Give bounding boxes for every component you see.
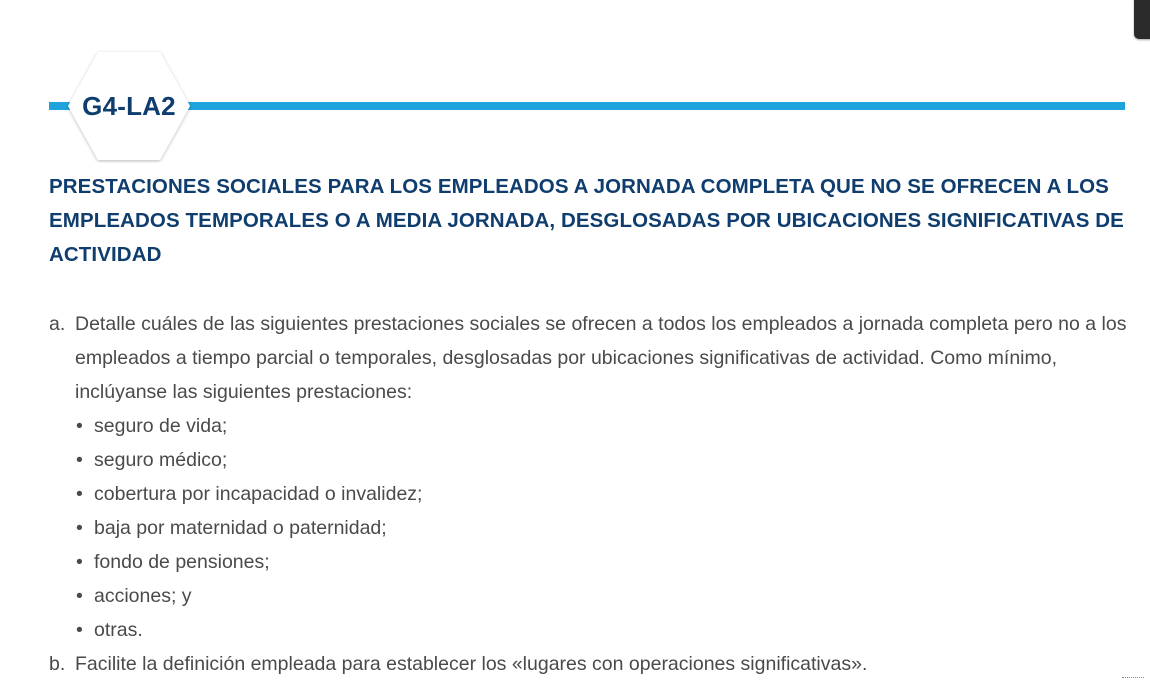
bullet-icon: • [76,483,83,505]
bullet-icon: • [76,449,83,471]
bullet-icon: • [76,517,83,539]
page-footer-mark [1122,677,1144,678]
indicator-badge [65,49,193,163]
bullet-text: seguro médico; [94,449,228,471]
item-text-a: Detalle cuáles de las siguientes prestaciones sociales se ofrecen a todos los empleados a jornada completa pero no a los empleados a tiempo parcial o temporales, desglosadas por ubicaciones significativas de actividad. Como mínimo, inclúyanse las siguientes prestaciones: [75,313,1127,403]
bullet-text: otras. [94,619,143,641]
bullet-item [75,545,1129,579]
list-item-a [49,307,1129,647]
bullet-item [75,443,1129,477]
bullet-icon: • [76,585,83,607]
bullet-item [75,511,1129,545]
bullet-text: seguro de vida; [94,415,228,437]
bullet-item [75,409,1129,443]
requirements-list [49,307,1129,681]
header-rule-right [180,102,1125,110]
indicator-code: G4-LA2 [82,91,176,121]
bullet-text: acciones; y [94,585,192,607]
benefits-bullet-list [75,409,1129,647]
section-heading: PRESTACIONES SOCIALES PARA LOS EMPLEADOS A JORNADA COMPLETA QUE NO SE OFRECEN A LOS EMPLEADOS TEMPORALES O A MEDIA JORNADA, DESGLOSADAS POR UBICACIONES SIGNIFICATIVAS DE ACTIVIDAD [49,175,1124,266]
item-marker-a: a. [49,313,66,335]
item-text-b: Facilite la definición empleada para establecer los «lugares con operaciones significativas». [75,653,868,675]
bullet-item [75,477,1129,511]
bullet-icon: • [76,551,83,573]
bullet-item [75,613,1129,647]
list-item-b [49,647,1129,681]
window-corner-tab[interactable] [1134,0,1150,39]
bullet-icon: • [76,619,83,641]
item-marker-b: b. [49,653,66,675]
bullet-text: fondo de pensiones; [94,551,270,573]
bullet-text: baja por maternidad o paternidad; [94,517,387,539]
bullet-text: cobertura por incapacidad o invalidez; [94,483,423,505]
bullet-icon: • [76,415,83,437]
bullet-item [75,579,1129,613]
